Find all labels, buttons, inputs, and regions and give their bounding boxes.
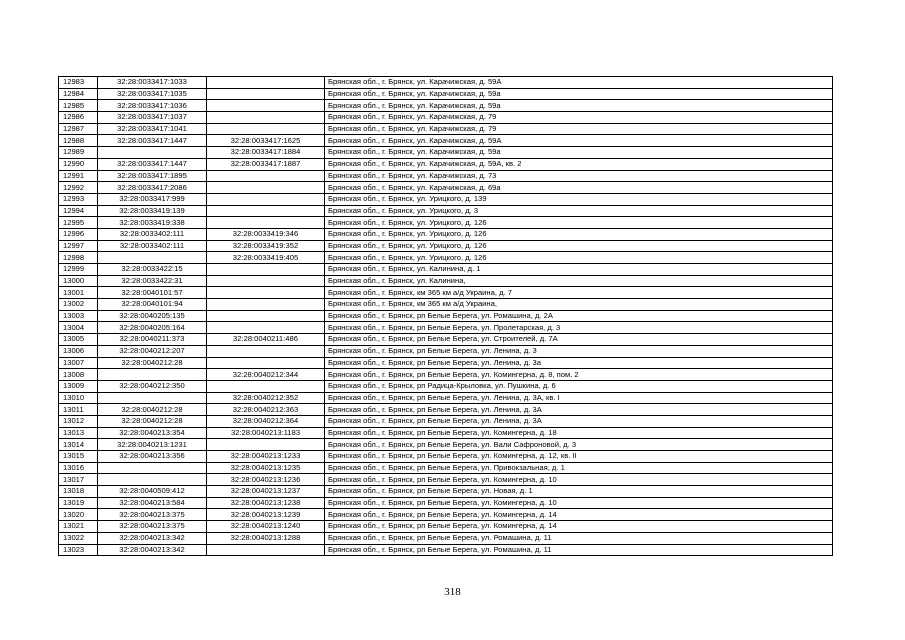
address-cell: Брянская обл., г. Брянск, ул. Карачижская, д. 69а — [325, 182, 833, 194]
table-row — [59, 135, 833, 147]
related-cadastral-number-cell — [207, 88, 325, 100]
cadastral-number-cell — [98, 474, 207, 486]
row-number-cell: 12983 — [59, 77, 98, 89]
cadastral-number-cell: 32:28:0040212:28 — [98, 415, 207, 427]
cadastral-number-cell: 32:28:0033417:1447 — [98, 135, 207, 147]
related-cadastral-number-cell — [207, 345, 325, 357]
row-number-cell: 12999 — [59, 264, 98, 276]
related-cadastral-number-cell: 32:28:0033419:405 — [207, 252, 325, 264]
address-cell: Брянская обл., г. Брянск, ул. Карачижская, д. 59А — [325, 77, 833, 89]
cadastral-number-cell: 32:28:0033417:1033 — [98, 77, 207, 89]
row-number-cell: 13006 — [59, 345, 98, 357]
row-number-cell: 12986 — [59, 112, 98, 124]
related-cadastral-number-cell: 32:28:0033417:1625 — [207, 135, 325, 147]
table-row — [59, 497, 833, 509]
related-cadastral-number-cell: 32:28:0033419:352 — [207, 240, 325, 252]
row-number-cell: 13012 — [59, 415, 98, 427]
address-cell: Брянская обл., г. Брянск, рп Белые Берега, ул. Комингерна, д. 14 — [325, 521, 833, 533]
address-cell: Брянская обл., г. Брянск, рп Белые Берега, ул. Вали Сафроновой, д. 3 — [325, 439, 833, 451]
address-cell: Брянская обл., г. Брянск, ул. Урицкого, д. 139 — [325, 193, 833, 205]
address-cell: Брянская обл., г. Брянск, рп Белые Берега, ул. Пролетарская, д. 3 — [325, 322, 833, 334]
address-cell: Брянская обл., г. Брянск, рп Белые Берега, ул. Ленина, д. 3А — [325, 404, 833, 416]
address-cell: Брянская обл., г. Брянск, ул. Карачижская, д. 59А — [325, 135, 833, 147]
address-cell: Брянская обл., г. Брянск, ул. Калинина, д. 1 — [325, 264, 833, 276]
cadastral-number-cell: 32:28:0040213:375 — [98, 521, 207, 533]
row-number-cell: 12993 — [59, 193, 98, 205]
related-cadastral-number-cell — [207, 357, 325, 369]
table-row — [59, 404, 833, 416]
related-cadastral-number-cell — [207, 123, 325, 135]
table-row — [59, 205, 833, 217]
related-cadastral-number-cell — [207, 322, 325, 334]
table-row — [59, 193, 833, 205]
cadastral-number-cell: 32:28:0033417:1035 — [98, 88, 207, 100]
table-row — [59, 369, 833, 381]
cadastral-number-cell: 32:28:0033422:31 — [98, 275, 207, 287]
table-row — [59, 427, 833, 439]
address-cell: Брянская обл., г. Брянск, ул. Карачижская, д. 59А, кв. 2 — [325, 158, 833, 170]
cadastral-number-cell: 32:28:0040213:354 — [98, 427, 207, 439]
table-row — [59, 228, 833, 240]
address-cell: Брянская обл., г. Брянск, рп Белые Берега, ул. Ромашина, д. 11 — [325, 544, 833, 556]
related-cadastral-number-cell — [207, 275, 325, 287]
cadastral-number-cell — [98, 392, 207, 404]
row-number-cell: 13010 — [59, 392, 98, 404]
table-row — [59, 287, 833, 299]
address-cell: Брянская обл., г. Брянск, рп Белые Берега, ул. Комингерна, д. 10 — [325, 474, 833, 486]
address-cell: Брянская обл., г. Брянск, км 365 км а/д Украина, д. 7 — [325, 287, 833, 299]
cadastral-number-cell: 32:28:0033419:338 — [98, 217, 207, 229]
cadastral-number-cell: 32:28:0033417:1041 — [98, 123, 207, 135]
table-row — [59, 158, 833, 170]
address-cell: Брянская обл., г. Брянск, рп Белые Берега, ул. Комингерна, д. 12, кв. II — [325, 451, 833, 463]
cadastral-number-cell: 32:28:0040101:57 — [98, 287, 207, 299]
table-row — [59, 182, 833, 194]
related-cadastral-number-cell — [207, 299, 325, 311]
cadastral-number-cell: 32:28:0033417:1036 — [98, 100, 207, 112]
row-number-cell: 13013 — [59, 427, 98, 439]
row-number-cell: 13015 — [59, 451, 98, 463]
address-cell: Брянская обл., г. Брянск, ул. Калинина, — [325, 275, 833, 287]
table-row — [59, 380, 833, 392]
registry-table-body — [59, 77, 833, 556]
address-cell: Брянская обл., г. Брянск, рп Белые Берега, ул. Строителей, д. 7А — [325, 334, 833, 346]
address-cell: Брянская обл., г. Брянск, ул. Карачижская, д. 59а — [325, 88, 833, 100]
cadastral-number-cell: 32:28:0033417:1037 — [98, 112, 207, 124]
table-row — [59, 77, 833, 89]
address-cell: Брянская обл., г. Брянск, рп Белые Берега, ул. Новая, д. 1 — [325, 486, 833, 498]
address-cell: Брянская обл., г. Брянск, рп Белые Берега, ул. Комингерна, д. 14 — [325, 509, 833, 521]
address-cell: Брянская обл., г. Брянск, рп Белые Берега, ул. Комингерна, д. 18 — [325, 427, 833, 439]
row-number-cell: 12994 — [59, 205, 98, 217]
cadastral-number-cell: 32:28:0033419:139 — [98, 205, 207, 217]
table-row — [59, 462, 833, 474]
address-cell: Брянская обл., г. Брянск, ул. Карачижская, д. 59а — [325, 100, 833, 112]
row-number-cell: 13020 — [59, 509, 98, 521]
cadastral-number-cell: 32:28:0033417:1895 — [98, 170, 207, 182]
cadastral-number-cell: 32:28:0040212:28 — [98, 404, 207, 416]
related-cadastral-number-cell: 32:28:0040213:1236 — [207, 474, 325, 486]
cadastral-number-cell: 32:28:0033402:111 — [98, 228, 207, 240]
table-row — [59, 392, 833, 404]
row-number-cell: 13004 — [59, 322, 98, 334]
row-number-cell: 13008 — [59, 369, 98, 381]
row-number-cell: 13021 — [59, 521, 98, 533]
cadastral-number-cell: 32:28:0040212:28 — [98, 357, 207, 369]
table-row — [59, 345, 833, 357]
cadastral-number-cell: 32:28:0040213:356 — [98, 451, 207, 463]
table-row — [59, 299, 833, 311]
related-cadastral-number-cell: 32:28:0040213:1238 — [207, 497, 325, 509]
table-row — [59, 544, 833, 556]
row-number-cell: 12991 — [59, 170, 98, 182]
row-number-cell: 12992 — [59, 182, 98, 194]
address-cell: Брянская обл., г. Брянск, ул. Урицкого, д. 3 — [325, 205, 833, 217]
table-row — [59, 357, 833, 369]
cadastral-number-cell: 32:28:0040213:584 — [98, 497, 207, 509]
related-cadastral-number-cell — [207, 170, 325, 182]
row-number-cell: 12985 — [59, 100, 98, 112]
related-cadastral-number-cell: 32:28:0040213:1237 — [207, 486, 325, 498]
related-cadastral-number-cell: 32:28:0040213:1183 — [207, 427, 325, 439]
table-row — [59, 474, 833, 486]
address-cell: Брянская обл., г. Брянск, рп Белые Берега, ул. Ленина, д. 3А, кв. I — [325, 392, 833, 404]
related-cadastral-number-cell: 32:28:0033417:1887 — [207, 158, 325, 170]
row-number-cell: 12997 — [59, 240, 98, 252]
cadastral-number-cell: 32:28:0033417:1447 — [98, 158, 207, 170]
related-cadastral-number-cell — [207, 205, 325, 217]
row-number-cell: 13022 — [59, 532, 98, 544]
row-number-cell: 12987 — [59, 123, 98, 135]
address-cell: Брянская обл., г. Брянск, ул. Карачижская, д. 79 — [325, 123, 833, 135]
related-cadastral-number-cell: 32:28:0033417:1884 — [207, 147, 325, 159]
row-number-cell: 13011 — [59, 404, 98, 416]
related-cadastral-number-cell: 32:28:0040213:1233 — [207, 451, 325, 463]
table-row — [59, 217, 833, 229]
registry-table — [58, 76, 833, 556]
row-number-cell: 12984 — [59, 88, 98, 100]
address-cell: Брянская обл., г. Брянск, рп Белые Берега, ул. Ленина, д. 3а — [325, 357, 833, 369]
related-cadastral-number-cell — [207, 77, 325, 89]
row-number-cell: 13000 — [59, 275, 98, 287]
cadastral-number-cell: 32:28:0040212:350 — [98, 380, 207, 392]
row-number-cell: 12995 — [59, 217, 98, 229]
row-number-cell: 13001 — [59, 287, 98, 299]
related-cadastral-number-cell: 32:28:0033419:346 — [207, 228, 325, 240]
related-cadastral-number-cell: 32:28:0040213:1288 — [207, 532, 325, 544]
related-cadastral-number-cell: 32:28:0040212:352 — [207, 392, 325, 404]
cadastral-number-cell: 32:28:0040205:164 — [98, 322, 207, 334]
table-row — [59, 100, 833, 112]
related-cadastral-number-cell — [207, 182, 325, 194]
row-number-cell: 12988 — [59, 135, 98, 147]
address-cell: Брянская обл., г. Брянск, рп Белые Берега, ул. Ленина, д. 3 — [325, 345, 833, 357]
related-cadastral-number-cell: 32:28:0040212:364 — [207, 415, 325, 427]
table-row — [59, 240, 833, 252]
cadastral-number-cell: 32:28:0033417:999 — [98, 193, 207, 205]
table-row — [59, 112, 833, 124]
cadastral-number-cell — [98, 369, 207, 381]
related-cadastral-number-cell — [207, 193, 325, 205]
address-cell: Брянская обл., г. Брянск, рп Белые Берега, ул. Ромашина, д. 2А — [325, 310, 833, 322]
row-number-cell: 13019 — [59, 497, 98, 509]
cadastral-number-cell: 32:28:0040101:94 — [98, 299, 207, 311]
related-cadastral-number-cell — [207, 380, 325, 392]
table-row — [59, 322, 833, 334]
table-row — [59, 310, 833, 322]
address-cell: Брянская обл., г. Брянск, ул. Урицкого, д. 126 — [325, 240, 833, 252]
row-number-cell: 12996 — [59, 228, 98, 240]
related-cadastral-number-cell — [207, 310, 325, 322]
address-cell: Брянская обл., г. Брянск, ул. Карачижская, д. 73 — [325, 170, 833, 182]
table-row — [59, 275, 833, 287]
address-cell: Брянская обл., г. Брянск, рп Белые Берега, ул. Комингерна, д. 10 — [325, 497, 833, 509]
address-cell: Брянская обл., г. Брянск, рп Белые Берега, ул. Комингерна, д. 8, пом. 2 — [325, 369, 833, 381]
related-cadastral-number-cell: 32:28:0040213:1235 — [207, 462, 325, 474]
table-row — [59, 486, 833, 498]
related-cadastral-number-cell — [207, 217, 325, 229]
row-number-cell: 13014 — [59, 439, 98, 451]
table-row — [59, 415, 833, 427]
related-cadastral-number-cell: 32:28:0040213:1240 — [207, 521, 325, 533]
address-cell: Брянская обл., г. Брянск, рп Радица-Крыловка, ул. Пушкина, д. 6 — [325, 380, 833, 392]
related-cadastral-number-cell — [207, 287, 325, 299]
cadastral-number-cell: 32:28:0040205:135 — [98, 310, 207, 322]
address-cell: Брянская обл., г. Брянск, рп Белые Берега, ул. Ромашина, д. 11 — [325, 532, 833, 544]
cadastral-number-cell: 32:28:0040509:412 — [98, 486, 207, 498]
cadastral-number-cell: 32:28:0033402:111 — [98, 240, 207, 252]
table-row — [59, 264, 833, 276]
row-number-cell: 12990 — [59, 158, 98, 170]
related-cadastral-number-cell: 32:28:0040211:486 — [207, 334, 325, 346]
row-number-cell: 13003 — [59, 310, 98, 322]
cadastral-number-cell: 32:28:0033417:2086 — [98, 182, 207, 194]
cadastral-number-cell: 32:28:0033422:15 — [98, 264, 207, 276]
address-cell: Брянская обл., г. Брянск, рп Белые Берега, ул. Ленина, д. 3А — [325, 415, 833, 427]
row-number-cell: 13018 — [59, 486, 98, 498]
row-number-cell: 13016 — [59, 462, 98, 474]
table-row — [59, 509, 833, 521]
table-row — [59, 521, 833, 533]
related-cadastral-number-cell: 32:28:0040213:1239 — [207, 509, 325, 521]
row-number-cell: 13005 — [59, 334, 98, 346]
address-cell: Брянская обл., г. Брянск, км 365 км а/д Украина, — [325, 299, 833, 311]
cadastral-number-cell — [98, 147, 207, 159]
cadastral-number-cell — [98, 252, 207, 264]
table-row — [59, 147, 833, 159]
related-cadastral-number-cell: 32:28:0040212:344 — [207, 369, 325, 381]
related-cadastral-number-cell — [207, 544, 325, 556]
address-cell: Брянская обл., г. Брянск, ул. Урицкого, д. 126 — [325, 217, 833, 229]
address-cell: Брянская обл., г. Брянск, ул. Урицкого, д. 126 — [325, 252, 833, 264]
cadastral-number-cell: 32:28:0040213:375 — [98, 509, 207, 521]
row-number-cell: 12998 — [59, 252, 98, 264]
table-row — [59, 439, 833, 451]
cadastral-number-cell: 32:28:0040213:342 — [98, 544, 207, 556]
row-number-cell: 13017 — [59, 474, 98, 486]
row-number-cell: 13009 — [59, 380, 98, 392]
address-cell: Брянская обл., г. Брянск, ул. Урицкого, д. 126 — [325, 228, 833, 240]
cadastral-number-cell: 32:28:0040213:342 — [98, 532, 207, 544]
page-number: 318 — [444, 586, 461, 598]
address-cell: Брянская обл., г. Брянск, рп Белые Берега, ул. Привокзальная, д. 1 — [325, 462, 833, 474]
table-row — [59, 532, 833, 544]
related-cadastral-number-cell — [207, 264, 325, 276]
related-cadastral-number-cell — [207, 100, 325, 112]
table-row — [59, 252, 833, 264]
table-row — [59, 451, 833, 463]
cadastral-number-cell: 32:28:0040212:207 — [98, 345, 207, 357]
address-cell: Брянская обл., г. Брянск, ул. Карачижская, д. 79 — [325, 112, 833, 124]
cadastral-number-cell: 32:28:0040213:1231 — [98, 439, 207, 451]
related-cadastral-number-cell — [207, 112, 325, 124]
row-number-cell: 13002 — [59, 299, 98, 311]
cadastral-number-cell: 32:28:0040211:373 — [98, 334, 207, 346]
row-number-cell: 13007 — [59, 357, 98, 369]
cadastral-number-cell — [98, 462, 207, 474]
table-row — [59, 170, 833, 182]
address-cell: Брянская обл., г. Брянск, ул. Карачижская, д. 59а — [325, 147, 833, 159]
related-cadastral-number-cell — [207, 439, 325, 451]
table-row — [59, 334, 833, 346]
table-row — [59, 88, 833, 100]
related-cadastral-number-cell: 32:28:0040212:363 — [207, 404, 325, 416]
row-number-cell: 13023 — [59, 544, 98, 556]
row-number-cell: 12989 — [59, 147, 98, 159]
table-row — [59, 123, 833, 135]
